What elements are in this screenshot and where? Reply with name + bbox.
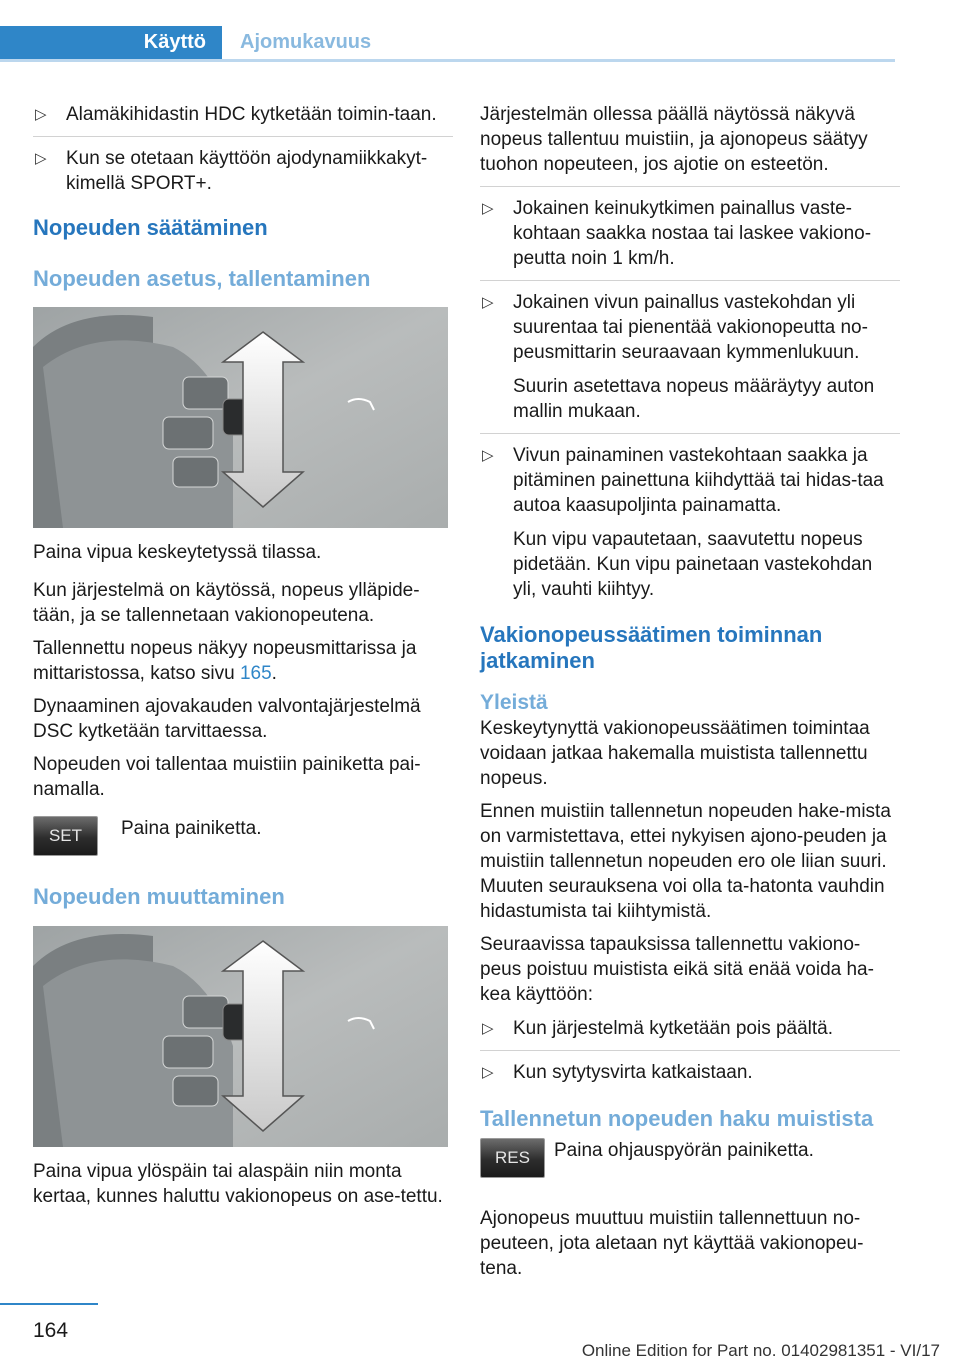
list-item	[33, 146, 453, 196]
set-button-row	[33, 816, 453, 862]
list-item	[480, 290, 900, 365]
paragraph: Dynaaminen ajovakauden valvontajärjestelmä DSC kytketään tarvittaessa.	[33, 696, 421, 742]
list-item-text: Jokainen vivun painallus vastekohdan yli suurentaa tai pienentää vakionopeutta no-peusmittarin seuraavaan kymmenlukuun.	[513, 292, 868, 363]
list-item-text: Vivun painaminen vastekohtaan saakka ja pitäminen painettuna kiihdyttää tai hidas-taa autoa kaasupoljinta painamatta.	[513, 445, 884, 516]
bullet-triangle-icon: ▷	[482, 447, 494, 464]
paragraph: Seuraavissa tapauksissa tallennettu vakiono-peus poistuu muistista eikä sitä enää voida ha-kea käyttöön:	[480, 934, 874, 1005]
list-item-text: Kun järjestelmä kytketään pois päältä.	[513, 1018, 834, 1039]
page-reference-link[interactable]: 165	[239, 663, 272, 684]
left-column	[33, 102, 453, 1217]
paragraph: Paina vipua keskeytetyssä tilassa.	[33, 542, 322, 563]
section-tab[interactable]: Käyttö	[0, 26, 222, 62]
set-button-instruction: Paina painiketta.	[121, 818, 262, 839]
heading-recall: Tallennetun nopeuden haku muistista	[480, 1106, 874, 1131]
paragraph: Kun järjestelmä on käytössä, nopeus ylläpide-tään, ja se tallennetaan vakionopeutena.	[33, 580, 420, 626]
bullet-triangle-icon: ▷	[35, 106, 47, 123]
bullet-triangle-icon: ▷	[482, 294, 494, 311]
paragraph: Keskeytynyttä vakionopeussäätimen toimintaa voidaan jatkaa hakemalla muistista tallennettu nopeus.	[480, 718, 870, 789]
steering-wheel-lever-photo	[33, 307, 448, 528]
list-item-text: Jokainen keinukytkimen painallus vaste-kohtaan saakka nostaa tai laskee vakiono-peutta noin 1 km/h.	[513, 198, 872, 269]
paragraph: Nopeuden voi tallentaa muistiin painiketta pai-namalla.	[33, 754, 421, 800]
heading-speed-adjust: Nopeuden säätäminen	[33, 215, 268, 240]
list-item-text: Kun se otetaan käyttöön ajodynamiikkakyt-kimellä SPORT+.	[66, 148, 428, 194]
list-item-text: Kun sytytysvirta katkaistaan.	[513, 1062, 753, 1083]
paragraph: Paina vipua ylöspäin tai alaspäin niin monta kertaa, kunnes haluttu vakionopeus on ase-tettu.	[33, 1161, 443, 1207]
subsection-tab[interactable]: Ajomukavuus	[240, 31, 372, 53]
right-column	[480, 102, 900, 1289]
list-item	[480, 1016, 900, 1051]
list-item	[480, 196, 900, 281]
heading-speed-set: Nopeuden asetus, tallentaminen	[33, 266, 371, 291]
paragraph	[33, 636, 453, 686]
list-item-note: Kun vipu vapautetaan, saavutettu nopeus pidetään. Kun vipu painetaan vastekohdan yli, vauhti kiihtyy.	[513, 529, 873, 600]
paragraph-text: Tallennettu nopeus näkyy nopeusmittarissa ja mittaristossa, katso sivu	[33, 638, 417, 684]
heading-speed-change: Nopeuden muuttaminen	[33, 884, 285, 909]
header-bar	[0, 26, 895, 62]
steering-wheel-lever-photo-2	[33, 926, 448, 1147]
bullet-triangle-icon: ▷	[35, 150, 47, 167]
paragraph: Ennen muistiin tallennetun nopeuden hake-mista on varmistettava, ettei nykyisen ajono-peuden ja muistiin tallennetun nopeuden ero ole liian suuri. Muuten seurauksena voi olla ta-hatonta vauhdin hidastumista tai kiihtymistä.	[480, 801, 891, 922]
res-button-instruction: Paina ohjauspyörän painiketta.	[554, 1140, 814, 1161]
page-number: 164	[33, 1319, 69, 1342]
paragraph-suffix: .	[271, 663, 277, 684]
paragraph: Ajonopeus muuttuu muistiin tallennettuun no-peuteen, jota aletaan nyt käyttää vakionopeu-tena.	[480, 1208, 864, 1279]
bullet-triangle-icon: ▷	[482, 1020, 494, 1037]
list-item	[480, 1060, 900, 1085]
bullet-triangle-icon: ▷	[482, 1064, 494, 1081]
edition-note: Online Edition for Part no. 01402981351 - VI/17	[581, 1341, 940, 1360]
bullet-triangle-icon: ▷	[482, 200, 494, 217]
list-item-text: Alamäkihidastin HDC kytketään toimin-taan.	[66, 104, 437, 125]
paragraph: Järjestelmän ollessa päällä näytössä näkyvä nopeus tallentuu muistiin, ja ajonopeus säätyy tuohon nopeuteen, jos ajotie on esteetön.	[480, 102, 900, 187]
header-rule	[0, 59, 895, 62]
heading-general: Yleistä	[480, 691, 548, 714]
footer-rule	[0, 1303, 98, 1305]
list-item	[480, 443, 900, 518]
res-button-row	[480, 1138, 900, 1184]
set-button-image: SET	[33, 816, 98, 856]
list-item	[33, 102, 453, 137]
list-item-note: Suurin asetettava nopeus määräytyy auton mallin mukaan.	[480, 374, 900, 434]
heading-resume: Vakionopeussäätimen toiminnan jatkaminen	[480, 622, 823, 673]
res-button-image: RES	[480, 1138, 545, 1178]
